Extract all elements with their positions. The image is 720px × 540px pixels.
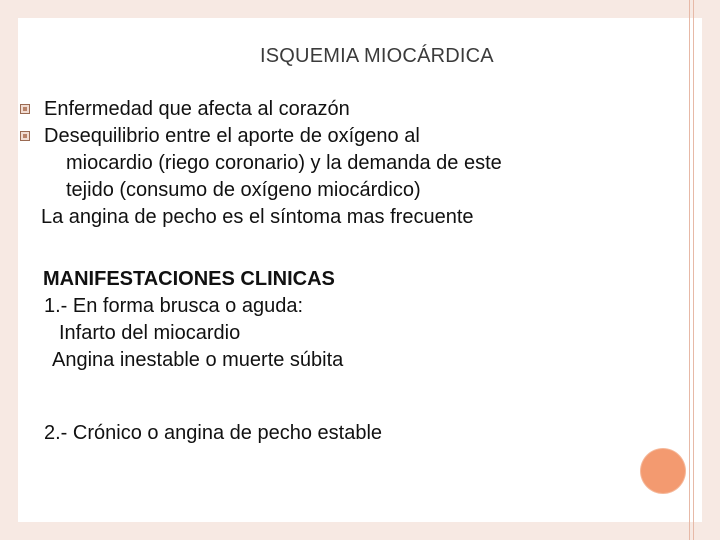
list-item: 1.- En forma brusca o aguda: xyxy=(44,295,304,317)
square-bullet-icon xyxy=(20,104,30,114)
bullet-continuation: tejido (consumo de oxígeno miocárdico) xyxy=(66,179,421,201)
decorative-vertical-line-2 xyxy=(693,0,694,540)
list-item: 2.- Crónico o angina de pecho estable xyxy=(44,422,383,444)
spacer xyxy=(44,374,684,420)
orange-circle-decoration xyxy=(641,449,685,493)
bullet-item xyxy=(18,96,684,123)
slide-title: ISQUEMIA MIOCÁRDICA xyxy=(260,45,494,67)
frame-bottom-border xyxy=(0,522,720,540)
list-subitem: Infarto del miocardio xyxy=(59,322,241,344)
section-heading: MANIFESTACIONES CLINICAS xyxy=(43,268,335,290)
bullet-text: Desequilibrio entre el aporte de oxígeno al xyxy=(44,125,420,147)
bullet-continuation: miocardio (riego coronario) y la demanda de este xyxy=(66,152,502,174)
slide-content xyxy=(41,96,684,447)
angina-statement: La angina de pecho es el síntoma mas frecuente xyxy=(41,206,474,228)
square-bullet-icon xyxy=(20,131,30,141)
bullet-item xyxy=(18,123,684,150)
frame-left-border xyxy=(0,0,18,540)
list-subitem: Angina inestable o muerte súbita xyxy=(52,349,344,371)
frame-right-border xyxy=(702,0,720,540)
decorative-vertical-line xyxy=(689,0,690,540)
bullet-text: Enfermedad que afecta al corazón xyxy=(44,98,350,120)
spacer xyxy=(44,231,684,258)
frame-top-border xyxy=(0,0,720,18)
